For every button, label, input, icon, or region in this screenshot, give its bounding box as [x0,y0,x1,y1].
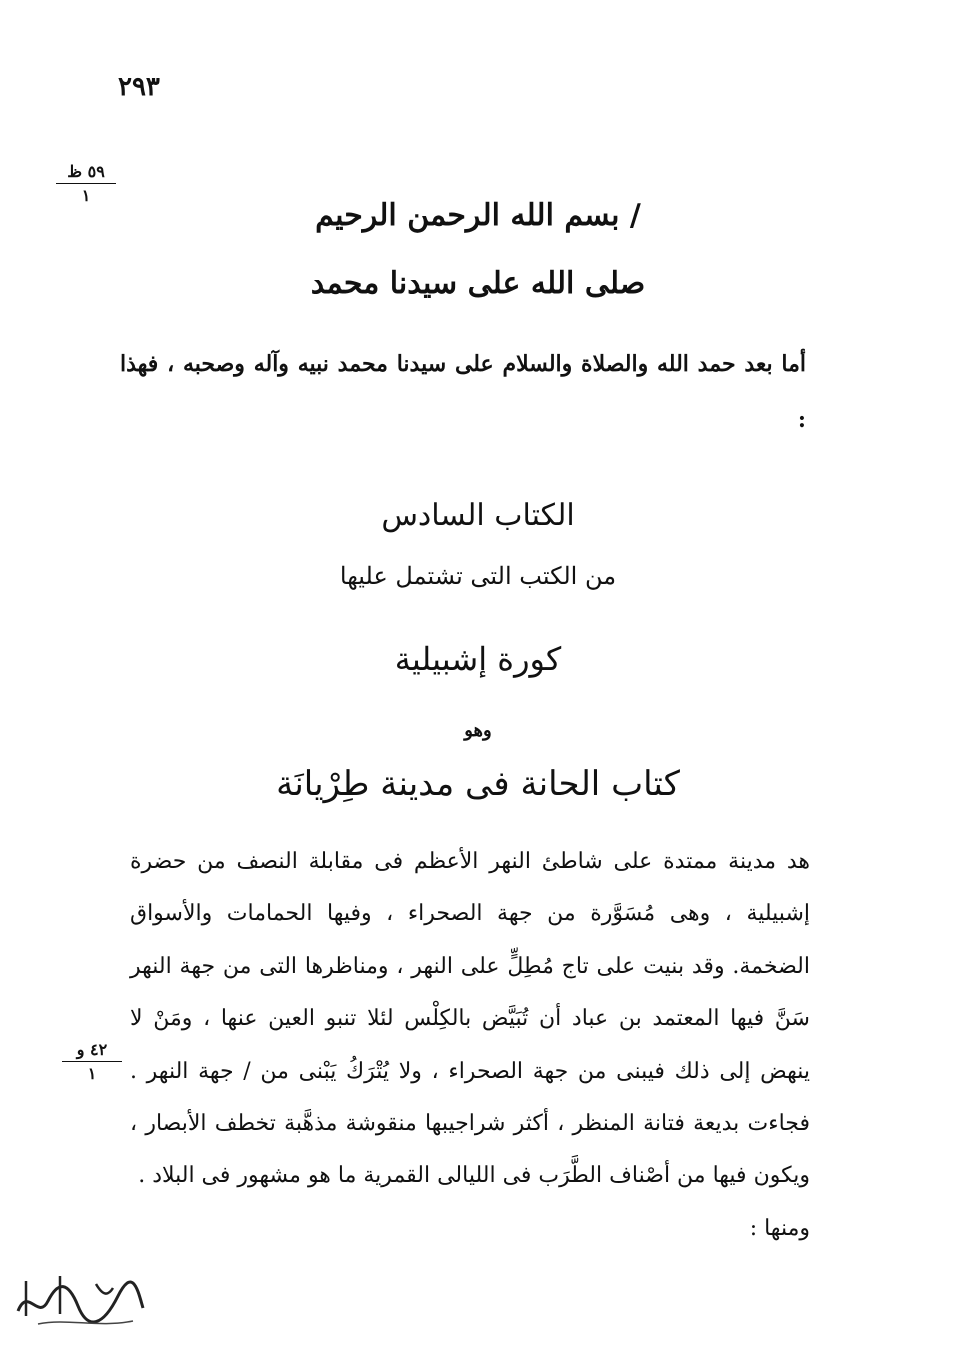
margin-ref-bottom: ١ [81,186,91,206]
preface-paragraph: أما بعد حمد الله والصلاة والسلام على سيدنا محمد نبيه وآله وصحبه ، فهذا : [120,351,806,433]
stamp-calligraphy-icon [8,1266,148,1336]
library-stamp-logo [8,1266,148,1336]
salutation-line: صلى الله على سيدنا محمد [310,266,646,301]
book-subtitle: من الكتب التى تشتمل عليها [339,562,617,590]
basmala: / بسم الله الرحمن الرحيم [315,198,641,233]
margin-ref-top: ٤٢ و [62,1040,122,1062]
margin-folio-ref [62,1040,122,1083]
margin-ref-top: ٥٩ ظ [56,162,116,184]
body-text [130,836,810,1255]
book-title: الكتاب السادس [381,498,575,533]
connector-word: وهو [464,720,492,741]
margin-ref-bottom: ١ [87,1064,97,1084]
page-number: ٢٩٣ [118,72,160,102]
chapter-title: كتاب الحانة فى مدينة طِرْيانَة [276,764,680,804]
body-paragraph: هد مدينة ممتدة على شاطئ النهر الأعظم فى مقابلة النصف من حضرة إشبيلية ، وهى مُسَوَّرة من جهة الصحراء ، وفيها الحمامات والأسواق الضخمة. وقد بنيت على تاج مُطِلٍّ على النهر ، ومناظرها التى من جهة النهر سَنَّ فيها المعتمد بن عباد أن تُبَيَّض بالكِلْس لئلا تنبو العين عنها ، ومَنْ لا ينهض إلى ذلك فيبنى من جهة الصحراء ، ولا يُتْرَكُ يَبْنى من / جهة النهر . فجاءت بديعة فتانة المنظر ، أكثر شراجيبها منقوشة مذهَّبة تخطف الأبصار ، ويكون فيها من أصْناف الطَّرَب فى الليالى القمرية ما هو مشهور فى البلاد . [130,849,811,1189]
region-title: كورة إشبيلية [394,640,562,678]
body-paragraph-closing: ومنها : [749,1215,810,1241]
